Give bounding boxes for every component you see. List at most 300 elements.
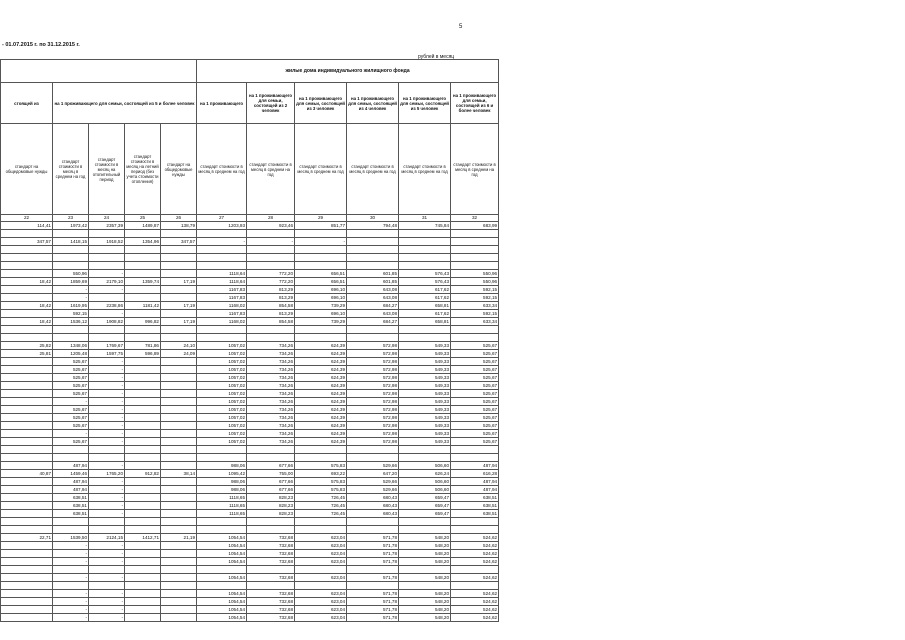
table-cell: [161, 526, 197, 534]
table-cell: [347, 230, 399, 238]
table-cell: [451, 334, 499, 342]
table-row: [1, 462, 499, 470]
table-cell: 617,62: [399, 286, 451, 294]
table-cell: [347, 238, 399, 246]
table-cell: 571,78: [347, 534, 399, 542]
table-cell: 571,78: [347, 598, 399, 606]
table-cell: [125, 510, 161, 518]
table-cell: [399, 446, 451, 454]
table-cell: 17,19: [161, 278, 197, 286]
table-cell: 576,43: [399, 270, 451, 278]
table-cell: [161, 374, 197, 382]
column-number: 28: [247, 215, 295, 222]
table-cell: [89, 454, 125, 462]
table-cell: -: [89, 414, 125, 422]
table-cell: 572,98: [347, 390, 399, 398]
table-cell: -: [89, 398, 125, 406]
table-row: [1, 302, 499, 310]
table-cell: [161, 518, 197, 526]
table-cell: 988,06: [197, 478, 247, 486]
table-cell: 1057,02: [197, 342, 247, 350]
table-cell: 1459,46: [53, 470, 89, 478]
table-cell: [197, 230, 247, 238]
header-standard-cell: стандарт стоимости в месяц на летний период (без учета стоимости отопления): [125, 124, 161, 215]
table-cell: 549,33: [399, 414, 451, 422]
table-cell: 658,81: [399, 318, 451, 326]
table-cell: [1, 590, 53, 598]
table-cell: -: [89, 382, 125, 390]
table-cell: [53, 446, 89, 454]
table-cell: 1054,54: [197, 614, 247, 622]
table-cell: [1, 358, 53, 366]
table-cell: 549,33: [399, 430, 451, 438]
table-cell: [347, 254, 399, 262]
table-cell: 624,39: [295, 430, 347, 438]
table-cell: [197, 526, 247, 534]
table-cell: [161, 294, 197, 302]
table-cell: 624,39: [295, 374, 347, 382]
table-cell: 549,33: [399, 382, 451, 390]
table-cell: 1057,02: [197, 398, 247, 406]
table-cell: -: [89, 486, 125, 494]
table-row: [1, 286, 499, 294]
table-cell: 40,87: [1, 470, 53, 478]
table-cell: 624,39: [295, 398, 347, 406]
table-cell: 1348,06: [53, 342, 89, 350]
table-cell: 525,67: [53, 366, 89, 374]
table-cell: 854,58: [247, 302, 295, 310]
table-cell: [161, 606, 197, 614]
table-cell: 623,04: [295, 534, 347, 542]
table-cell: 1118,64: [197, 278, 247, 286]
header-standard-cell: стандарт стоимости в месяц на отопительный период: [89, 124, 125, 215]
table-cell: 656,51: [295, 278, 347, 286]
table-cell: 549,33: [399, 342, 451, 350]
table-cell: 696,10: [295, 294, 347, 302]
table-row: [1, 382, 499, 390]
table-cell: [125, 462, 161, 470]
table-cell: [197, 454, 247, 462]
table-cell: 487,94: [53, 478, 89, 486]
table-cell: 1118,65: [197, 502, 247, 510]
table-cell: [295, 262, 347, 270]
table-cell: 734,26: [247, 430, 295, 438]
table-cell: [89, 326, 125, 334]
table-cell: [125, 286, 161, 294]
table-cell: [295, 582, 347, 590]
header-standard-cell: стандарт стоимости в месяц в среднем на год: [295, 124, 347, 215]
table-cell: 550,96: [451, 278, 499, 286]
table-cell: 656,51: [295, 270, 347, 278]
table-cell: 1769,67: [89, 342, 125, 350]
table-cell: 1057,02: [197, 414, 247, 422]
table-cell: 24,09: [161, 350, 197, 358]
table-cell: 828,23: [247, 502, 295, 510]
table-cell: 572,98: [347, 438, 399, 446]
table-cell: [89, 334, 125, 342]
table-cell: [125, 398, 161, 406]
table-cell: 1095,42: [197, 470, 247, 478]
table-cell: -: [53, 598, 89, 606]
table-cell: 734,26: [247, 390, 295, 398]
table-cell: 487,94: [53, 486, 89, 494]
table-cell: [53, 526, 89, 534]
table-cell: 772,20: [247, 270, 295, 278]
table-cell: [125, 270, 161, 278]
table-cell: [347, 454, 399, 462]
table-cell: 1057,02: [197, 390, 247, 398]
table-cell: 548,20: [399, 534, 451, 542]
table-cell: 548,20: [399, 614, 451, 622]
table-cell: 624,39: [295, 358, 347, 366]
table-row: [1, 366, 499, 374]
table-cell: [1, 502, 53, 510]
table-cell: 1057,02: [197, 382, 247, 390]
table-cell: [399, 230, 451, 238]
table-cell: -: [89, 478, 125, 486]
table-cell: -: [89, 406, 125, 414]
table-cell: [347, 526, 399, 534]
table-cell: [1, 550, 53, 558]
table-cell: 525,67: [451, 366, 499, 374]
table-cell: 677,66: [247, 486, 295, 494]
table-cell: [1, 294, 53, 302]
table-cell: 623,04: [295, 574, 347, 582]
table-cell: [1, 462, 53, 470]
table-cell: 524,62: [451, 534, 499, 542]
table-cell: 624,39: [295, 422, 347, 430]
table-cell: [197, 246, 247, 254]
table-cell: -: [295, 238, 347, 246]
table-cell: 549,33: [399, 366, 451, 374]
table-cell: [1, 286, 53, 294]
table-cell: 571,78: [347, 614, 399, 622]
table-cell: [89, 230, 125, 238]
table-cell: [1, 430, 53, 438]
table-cell: -: [53, 614, 89, 622]
table-cell: 677,66: [247, 478, 295, 486]
table-cell: 659,47: [399, 494, 451, 502]
table-cell: 696,10: [295, 310, 347, 318]
table-cell: [197, 582, 247, 590]
table-cell: [125, 454, 161, 462]
table-cell: -: [89, 438, 125, 446]
table-cell: 734,26: [247, 366, 295, 374]
table-cell: 1765,20: [89, 470, 125, 478]
table-cell: 1181,42: [125, 302, 161, 310]
table-cell: 1054,54: [197, 590, 247, 598]
table-cell: 524,62: [451, 542, 499, 550]
table-cell: 1057,02: [197, 350, 247, 358]
table-cell: 794,48: [347, 222, 399, 230]
table-cell: 24,10: [161, 342, 197, 350]
table-row: [1, 550, 499, 558]
table-cell: 525,67: [53, 374, 89, 382]
table-cell: [1, 558, 53, 566]
table-cell: [1, 310, 53, 318]
table-cell: -: [89, 574, 125, 582]
table-cell: [197, 326, 247, 334]
table-cell: [161, 598, 197, 606]
table-cell: [125, 230, 161, 238]
table-cell: [295, 334, 347, 342]
group-title: жилые дома индивидуального жилищного фонда: [197, 60, 499, 83]
table-cell: -: [89, 502, 125, 510]
table-cell: [161, 558, 197, 566]
column-number: 23: [53, 215, 89, 222]
table-cell: [125, 438, 161, 446]
header-standard-cell: стандарт стоимости в месяц в среднем на год: [347, 124, 399, 215]
table-cell: 2357,39: [89, 222, 125, 230]
table-cell: [161, 366, 197, 374]
table-row: [1, 582, 499, 590]
table-cell: 772,20: [247, 278, 295, 286]
table-cell: 17,19: [161, 302, 197, 310]
table-cell: [451, 326, 499, 334]
table-cell: 525,67: [451, 438, 499, 446]
table-cell: -: [53, 590, 89, 598]
table-cell: [247, 254, 295, 262]
table-cell: [1, 526, 53, 534]
table-row: [1, 438, 499, 446]
table-cell: 732,68: [247, 574, 295, 582]
table-cell: -: [89, 358, 125, 366]
table-cell: 548,20: [399, 598, 451, 606]
table-cell: [1, 574, 53, 582]
table-cell: [1, 510, 53, 518]
table-cell: 592,15: [451, 294, 499, 302]
table-cell: [1, 326, 53, 334]
table-cell: 596,89: [125, 350, 161, 358]
table-cell: [125, 494, 161, 502]
table-cell: [125, 262, 161, 270]
table-cell: [125, 406, 161, 414]
table-cell: [295, 454, 347, 462]
table-cell: [1, 246, 53, 254]
table-cell: [295, 230, 347, 238]
table-cell: 638,51: [451, 502, 499, 510]
header-family-cell: на 1 проживающего для семьи, состоящей из 5 человек: [399, 83, 451, 124]
table-cell: 524,62: [451, 558, 499, 566]
table-cell: 732,68: [247, 614, 295, 622]
table-cell: [161, 334, 197, 342]
table-row: [1, 590, 499, 598]
table-cell: 633,34: [451, 302, 499, 310]
table-row: [1, 278, 499, 286]
table-cell: 988,06: [197, 486, 247, 494]
table-cell: 658,81: [399, 302, 451, 310]
table-cell: 684,27: [347, 318, 399, 326]
table-cell: 529,66: [347, 478, 399, 486]
table-cell: 548,20: [399, 542, 451, 550]
table-cell: -: [89, 430, 125, 438]
units-label: рублей в месяц: [418, 54, 455, 60]
table-cell: 996,82: [125, 318, 161, 326]
table-cell: 572,98: [347, 366, 399, 374]
table-cell: -: [53, 286, 89, 294]
table-cell: 624,39: [295, 390, 347, 398]
table-cell: 525,67: [451, 374, 499, 382]
table-cell: 638,51: [53, 494, 89, 502]
table-cell: [295, 518, 347, 526]
column-number: 29: [295, 215, 347, 222]
table-cell: 1167,83: [197, 294, 247, 302]
header-family-cell: на 1 проживающего для семьи, состоящей из 2 человек: [247, 83, 295, 124]
table-cell: [125, 566, 161, 574]
table-cell: [161, 462, 197, 470]
table-cell: 550,96: [451, 270, 499, 278]
table-cell: [161, 310, 197, 318]
table-cell: [1, 614, 53, 622]
table-cell: [125, 614, 161, 622]
table-row: [1, 518, 499, 526]
table-row: [1, 390, 499, 398]
table-cell: [125, 422, 161, 430]
table-cell: [451, 238, 499, 246]
table-cell: [1, 398, 53, 406]
table-cell: -: [89, 462, 125, 470]
table-cell: 575,83: [295, 478, 347, 486]
table-cell: 1359,74: [125, 278, 161, 286]
table-cell: 549,33: [399, 390, 451, 398]
table-cell: [161, 390, 197, 398]
table-cell: -: [89, 422, 125, 430]
table-cell: 732,68: [247, 550, 295, 558]
table-cell: 623,04: [295, 614, 347, 622]
column-number: 22: [1, 215, 53, 222]
table-cell: [161, 254, 197, 262]
table-body: [1, 222, 499, 622]
table-cell: 623,04: [295, 590, 347, 598]
table-cell: 1057,02: [197, 374, 247, 382]
table-cell: 524,62: [451, 574, 499, 582]
table-cell: -: [89, 606, 125, 614]
header-family-cell: на 1 проживающего для семьи, состоящей из 3 человек: [295, 83, 347, 124]
table-row: [1, 350, 499, 358]
table-cell: 734,26: [247, 398, 295, 406]
table-cell: [53, 518, 89, 526]
table-cell: 912,82: [125, 470, 161, 478]
table-cell: [125, 542, 161, 550]
table-row: [1, 446, 499, 454]
table-row: [1, 510, 499, 518]
table-cell: [347, 582, 399, 590]
table-cell: 624,39: [295, 382, 347, 390]
table-cell: 626,24: [399, 470, 451, 478]
table-cell: -: [53, 574, 89, 582]
table-cell: [125, 502, 161, 510]
header-standard-cell: стандарт стоимости в месяц в среднем на год: [399, 124, 451, 215]
table-cell: [161, 566, 197, 574]
table-cell: 734,26: [247, 438, 295, 446]
column-number: 24: [89, 215, 125, 222]
table-cell: 549,33: [399, 350, 451, 358]
table-cell: 548,20: [399, 606, 451, 614]
header-family-cell: стоящей из: [1, 83, 53, 124]
table-cell: [125, 254, 161, 262]
table-cell: 1054,54: [197, 606, 247, 614]
table-cell: 1054,54: [197, 574, 247, 582]
table-row: [1, 262, 499, 270]
table-cell: 1167,83: [197, 286, 247, 294]
table-cell: 1205,48: [53, 350, 89, 358]
table-cell: 529,66: [347, 462, 399, 470]
table-cell: [247, 246, 295, 254]
table-cell: 1908,82: [89, 318, 125, 326]
table-cell: -: [53, 398, 89, 406]
header-standard-cell: стандарт стоимости в месяц в среднем на год: [53, 124, 89, 215]
table-cell: 575,83: [295, 486, 347, 494]
table-cell: 525,67: [53, 358, 89, 366]
table-cell: [1, 518, 53, 526]
table-row: [1, 422, 499, 430]
table-cell: 347,57: [161, 238, 197, 246]
table-cell: -: [89, 310, 125, 318]
table-cell: [89, 246, 125, 254]
table-cell: [1, 262, 53, 270]
table-cell: [399, 582, 451, 590]
table-row: [1, 558, 499, 566]
table-cell: 647,20: [347, 470, 399, 478]
table-cell: 1489,87: [125, 222, 161, 230]
table-cell: 1057,02: [197, 366, 247, 374]
table-cell: 506,60: [399, 486, 451, 494]
table-cell: 677,66: [247, 462, 295, 470]
table-cell: 549,33: [399, 374, 451, 382]
table-cell: [1, 414, 53, 422]
table-cell: 2179,10: [89, 278, 125, 286]
table-cell: [125, 582, 161, 590]
table-cell: 1168,02: [197, 302, 247, 310]
table-cell: 592,15: [53, 310, 89, 318]
table-cell: 572,98: [347, 422, 399, 430]
table-cell: [1, 566, 53, 574]
table-cell: 1973,42: [53, 222, 89, 230]
table-cell: [125, 574, 161, 582]
table-cell: 624,39: [295, 366, 347, 374]
table-cell: [347, 326, 399, 334]
table-cell: 549,33: [399, 406, 451, 414]
table-cell: [347, 446, 399, 454]
table-cell: 525,67: [53, 422, 89, 430]
table-cell: [399, 246, 451, 254]
table-cell: 680,43: [347, 502, 399, 510]
table-cell: 525,67: [451, 430, 499, 438]
table-cell: [89, 582, 125, 590]
table-cell: 813,29: [247, 294, 295, 302]
table-cell: 1918,52: [89, 238, 125, 246]
table-cell: 2124,15: [89, 534, 125, 542]
table-cell: 525,67: [53, 406, 89, 414]
table-row: [1, 222, 499, 230]
table-row: [1, 398, 499, 406]
table-cell: 25,81: [1, 350, 53, 358]
table-cell: [1, 230, 53, 238]
table-cell: [125, 430, 161, 438]
table-cell: 525,67: [451, 342, 499, 350]
table-cell: 572,98: [347, 406, 399, 414]
table-cell: [161, 574, 197, 582]
table-cell: [197, 518, 247, 526]
table-cell: 572,98: [347, 374, 399, 382]
table-cell: [161, 486, 197, 494]
table-row: [1, 318, 499, 326]
table-cell: 524,62: [451, 606, 499, 614]
table-cell: 680,43: [347, 510, 399, 518]
table-cell: [161, 510, 197, 518]
table-cell: [1, 494, 53, 502]
table-cell: [125, 294, 161, 302]
